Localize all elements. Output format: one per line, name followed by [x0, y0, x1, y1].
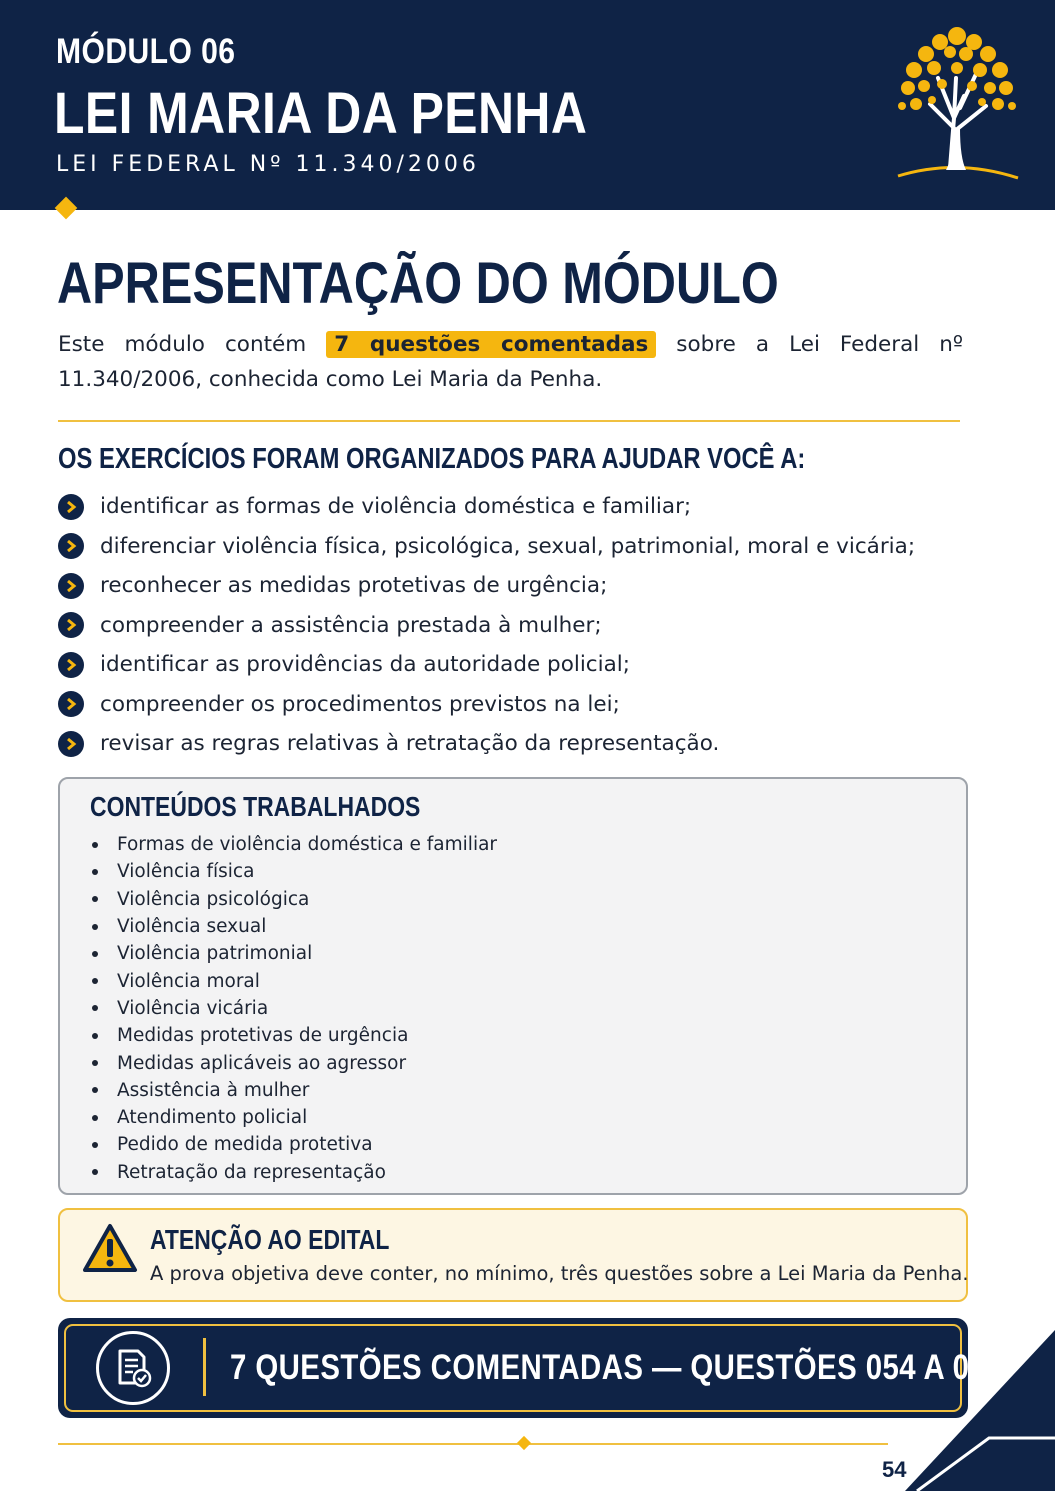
- chevron-right-icon: [58, 494, 84, 520]
- tree-logo-icon: [890, 18, 1025, 183]
- contents-box: [58, 777, 968, 1195]
- list-item: Violência moral: [90, 967, 497, 994]
- module-subtitle: LEI FEDERAL Nº 11.340/2006: [56, 152, 480, 177]
- footer-diamond: [517, 1436, 531, 1450]
- chevron-right-icon: [58, 612, 84, 638]
- list-item: Violência psicológica: [90, 886, 497, 913]
- list-item: Violência sexual: [90, 913, 497, 940]
- objectives-list: [58, 487, 915, 764]
- intro-highlight: 7 questões comentadas: [326, 331, 656, 358]
- warning-icon: [82, 1222, 138, 1274]
- list-item: revisar as regras relativas à retratação da representação.: [58, 724, 915, 764]
- divider: [58, 420, 960, 422]
- alert-box: [58, 1208, 968, 1302]
- list-item: Assistência à mulher: [90, 1077, 497, 1104]
- intro-paragraph: Este módulo contém 7 questões comentadas sobre a Lei Federal nº 11.340/2006, conhecida como Lei Maria da Penha.: [58, 332, 963, 392]
- list-item: reconhecer as medidas protetivas de urgência;: [58, 566, 915, 606]
- list-item: Violência patrimonial: [90, 940, 497, 967]
- questions-banner: [58, 1318, 1003, 1418]
- module-title: LEI MARIA DA PENHA: [54, 81, 588, 146]
- list-item: Medidas aplicáveis ao agressor: [90, 1049, 497, 1076]
- list-item: compreender a assistência prestada à mulher;: [58, 606, 915, 646]
- list-item: Formas de violência doméstica e familiar: [90, 831, 497, 858]
- list-item: Retratação da representação: [90, 1159, 497, 1186]
- objectives-title: OS EXERCÍCIOS FORAM ORGANIZADOS PARA AJUDAR VOCÊ A:: [58, 443, 806, 475]
- list-item: Atendimento policial: [90, 1104, 497, 1131]
- footer-rule: [58, 1443, 888, 1445]
- chevron-right-icon: [58, 731, 84, 757]
- list-item: identificar as formas de violência doméstica e familiar;: [58, 487, 915, 527]
- alert-text: A prova objetiva deve conter, no mínimo, três questões sobre a Lei Maria da Penha.: [150, 1262, 969, 1285]
- contents-title: CONTEÚDOS TRABALHADOS: [90, 791, 421, 822]
- list-item: identificar as providências da autoridade policial;: [58, 645, 915, 685]
- document-check-icon: [96, 1331, 170, 1405]
- list-item: Pedido de medida protetiva: [90, 1131, 497, 1158]
- page-header: [0, 0, 1055, 210]
- chevron-right-icon: [58, 691, 84, 717]
- contents-list: [90, 831, 497, 1186]
- page-number: 54: [882, 1457, 907, 1482]
- alert-title: ATENÇÃO AO EDITAL: [150, 1224, 390, 1255]
- list-item: Violência física: [90, 858, 497, 885]
- chevron-right-icon: [58, 573, 84, 599]
- banner-separator: [203, 1338, 206, 1396]
- list-item: Medidas protetivas de urgência: [90, 1022, 497, 1049]
- banner-text: 7 QUESTÕES COMENTADAS — QUESTÕES 054 A 060: [230, 1348, 1003, 1387]
- chevron-right-icon: [58, 533, 84, 559]
- corner-decoration: [905, 1330, 1055, 1491]
- chevron-right-icon: [58, 652, 84, 678]
- list-item: compreender os procedimentos previstos na lei;: [58, 685, 915, 725]
- module-label: MÓDULO 06: [56, 32, 236, 71]
- list-item: Violência vicária: [90, 995, 497, 1022]
- list-item: diferenciar violência física, psicológica, sexual, patrimonial, moral e vicária;: [58, 527, 915, 567]
- section-title: APRESENTAÇÃO DO MÓDULO: [57, 251, 779, 316]
